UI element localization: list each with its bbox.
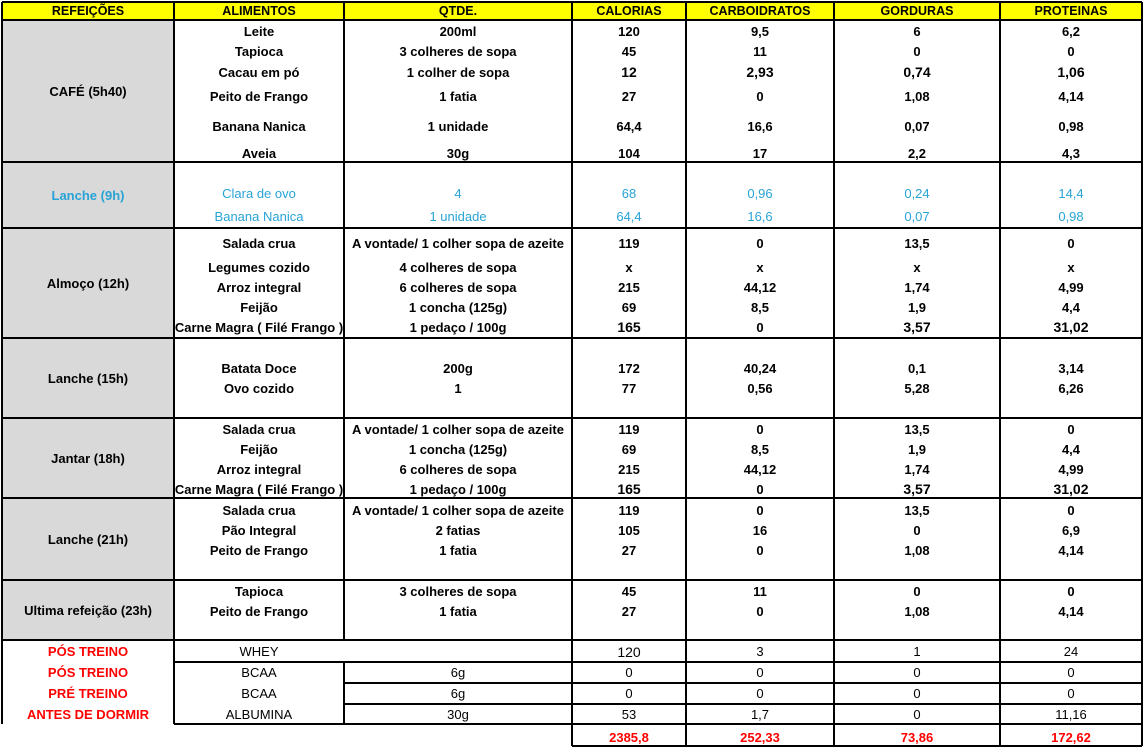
calories-value: 172 <box>618 360 640 376</box>
fats-value: 13,5 <box>904 502 930 518</box>
protein-value: 6,2 <box>1061 23 1081 39</box>
food-name: Leite <box>243 23 275 39</box>
food-name: Feijão <box>240 441 278 457</box>
calories-value: 119 <box>618 502 640 518</box>
carbs-value: 1,7 <box>750 706 770 722</box>
protein-value: 6,9 <box>1061 522 1081 538</box>
fats-value: 13,5 <box>904 421 930 437</box>
carbs-value: x <box>756 259 764 275</box>
fats-value: 1,9 <box>907 441 927 457</box>
grid-line <box>999 724 1001 746</box>
protein-value: 0 <box>1067 421 1075 437</box>
quantity: 1 fatia <box>439 542 477 558</box>
protein-value: 4,99 <box>1058 279 1084 295</box>
calories-value: 165 <box>617 481 641 497</box>
carbs-value: 0 <box>756 235 764 251</box>
header-cell: GORDURAS <box>834 2 1000 20</box>
header-cell: QTDE. <box>344 2 572 20</box>
food-name: Carne Magra ( Filé Frango ) <box>174 319 344 335</box>
food-name: Arroz integral <box>216 279 302 295</box>
carbs-value: 44,12 <box>743 461 777 477</box>
header-cell: PROTEINAS <box>1000 2 1142 20</box>
calories-value: 27 <box>621 542 637 558</box>
protein-value: 4,14 <box>1058 88 1084 104</box>
carbs-value: 9,5 <box>750 23 770 39</box>
carbs-value: 0 <box>756 421 764 437</box>
supplement-timing: PRÉ TREINO <box>48 686 128 701</box>
meal-name: Jantar (18h) <box>2 418 174 498</box>
fats-value: 0 <box>913 686 921 701</box>
calories-value: 0 <box>625 686 633 701</box>
grid-line <box>173 2 175 724</box>
quantity: 1 pedaço / 100g <box>409 481 507 497</box>
quantity: 6 colheres de sopa <box>399 461 517 477</box>
fats-value: x <box>913 259 921 275</box>
carbs-value: 11 <box>753 43 767 59</box>
fats-value: 0 <box>913 43 921 59</box>
calories-value: 119 <box>618 235 640 251</box>
carbs-value: 0 <box>756 481 764 497</box>
food-name: Salada crua <box>222 421 296 437</box>
fats-value: 3,57 <box>903 481 931 497</box>
food-name: Pão Integral <box>221 522 297 538</box>
quantity: A vontade/ 1 colher sopa de azeite <box>352 235 564 251</box>
protein-value: 14,4 <box>1058 185 1084 201</box>
carbs-value: 16 <box>752 522 768 538</box>
carbs-value: 8,5 <box>750 441 770 457</box>
fats-value: 6 <box>913 23 921 39</box>
protein-value: 1,06 <box>1057 64 1085 80</box>
fats-value: 0 <box>913 665 921 680</box>
quantity: 1 fatia <box>439 603 477 619</box>
protein-value: 0 <box>1067 502 1075 518</box>
protein-value: 31,02 <box>1053 319 1089 335</box>
food-name: Clara de ovo <box>222 185 296 201</box>
carbs-value: 0 <box>756 319 764 335</box>
protein-value: 3,14 <box>1058 360 1084 376</box>
supplement-name: BCAA <box>241 686 277 701</box>
calories-value: 215 <box>618 279 640 295</box>
protein-value: 4,4 <box>1061 441 1081 457</box>
protein-value: 0,98 <box>1058 208 1084 224</box>
protein-value: 31,02 <box>1053 481 1089 497</box>
fats-value: 1,08 <box>904 542 930 558</box>
grid-line <box>343 662 345 724</box>
fats-value: 0,24 <box>904 185 930 201</box>
quantity: 1 pedaço / 100g <box>409 319 507 335</box>
fats-value: 1,74 <box>904 279 930 295</box>
quantity: 6 colheres de sopa <box>399 279 517 295</box>
quantity: 1 unidade <box>429 208 487 224</box>
quantity: 1 unidade <box>427 118 489 134</box>
quantity: A vontade/ 1 colher sopa de azeite <box>352 421 564 437</box>
calories-value: x <box>625 259 633 275</box>
food-name: Legumes cozido <box>208 259 310 275</box>
supplement-name: ALBUMINA <box>225 706 293 722</box>
fats-value: 0 <box>913 522 921 538</box>
header-cell: REFEIÇÕES <box>2 2 174 20</box>
grid-line <box>1 2 3 724</box>
calories-value: 64,4 <box>616 118 642 134</box>
grid-line <box>572 745 1142 747</box>
protein-value: 0 <box>1067 43 1075 59</box>
meal-name: Ultima refeição (23h) <box>2 580 174 640</box>
fats-value: 1,74 <box>904 461 930 477</box>
carbs-value: 17 <box>752 145 768 161</box>
carbs-value: 40,24 <box>743 360 777 376</box>
food-name: Peito de Frango <box>209 603 309 619</box>
meal-name: CAFÉ (5h40) <box>2 20 174 162</box>
quantity: 4 <box>454 185 462 201</box>
carbs-value: 16,6 <box>747 208 773 224</box>
fats-value: 2,2 <box>907 145 927 161</box>
calories-value: 69 <box>621 441 637 457</box>
fats-value: 1,08 <box>904 88 930 104</box>
fats-value: 0,07 <box>904 208 930 224</box>
protein-value: 0 <box>1067 686 1075 701</box>
grid-line <box>344 682 1142 684</box>
protein-value: 11,16 <box>1055 706 1087 722</box>
protein-value: 4,14 <box>1058 542 1084 558</box>
calories-value: 12 <box>621 64 637 80</box>
calories-value: 45 <box>621 43 637 59</box>
quantity: A vontade/ 1 colher sopa de azeite <box>352 502 564 518</box>
calories-value: 45 <box>621 583 637 599</box>
carbs-value: 16,6 <box>747 118 773 134</box>
calories-value: 119 <box>618 421 640 437</box>
food-name: Peito de Frango <box>209 88 309 104</box>
food-name: Salada crua <box>222 502 296 518</box>
food-name: Tapioca <box>234 43 284 59</box>
fats-value: 1 <box>913 644 921 659</box>
fats-value: 0,74 <box>903 64 931 80</box>
quantity: 200g <box>443 360 473 376</box>
fats-value: 3,57 <box>903 319 931 335</box>
calories-value: 104 <box>618 145 640 161</box>
calories-value: 53 <box>621 706 637 722</box>
carbs-value: 0,56 <box>747 380 773 396</box>
food-name: Peito de Frango <box>209 542 309 558</box>
carbs-value: 11 <box>753 583 767 599</box>
food-name: Banana Nanica <box>214 208 304 224</box>
quantity: 1 fatia <box>439 88 477 104</box>
meal-name: Lanche (21h) <box>2 498 174 580</box>
carbs-value: 0 <box>756 88 764 104</box>
quantity: 1 concha (125g) <box>408 441 508 457</box>
carbs-value: 0 <box>756 542 764 558</box>
protein-value: 0 <box>1067 665 1075 680</box>
grid-line <box>1141 724 1143 746</box>
carbs-value: 0 <box>756 665 764 680</box>
calories-value: 77 <box>621 380 637 396</box>
grid-line <box>571 2 573 724</box>
quantity: 1 <box>454 380 462 396</box>
header-cell: CARBOIDRATOS <box>686 2 834 20</box>
carbs-value: 8,5 <box>750 299 770 315</box>
fats-value: 1,9 <box>907 299 927 315</box>
food-name: Feijão <box>240 299 278 315</box>
fats-value: 5,28 <box>904 380 930 396</box>
food-name: Salada crua <box>222 235 296 251</box>
meal-name: Lanche (15h) <box>2 338 174 418</box>
protein-value: 0 <box>1067 583 1075 599</box>
protein-value: 4,3 <box>1061 145 1081 161</box>
protein-value: 6,26 <box>1058 380 1084 396</box>
food-name: Cacau em pó <box>218 64 300 80</box>
quantity: 1 concha (125g) <box>408 299 508 315</box>
supplement-timing: PÓS TREINO <box>47 665 129 680</box>
protein-value: x <box>1067 259 1075 275</box>
calories-value: 68 <box>621 185 637 201</box>
quantity: 30g <box>446 145 470 161</box>
food-name: Arroz integral <box>216 461 302 477</box>
grid-line <box>833 2 835 724</box>
food-name: Aveia <box>241 145 277 161</box>
food-name: Batata Doce <box>221 360 297 376</box>
supplement-timing: ANTES DE DORMIR <box>26 706 150 722</box>
calories-value: 27 <box>621 88 637 104</box>
fats-value: 1,08 <box>904 603 930 619</box>
total-carbs: 252,33 <box>740 729 780 745</box>
food-name: Tapioca <box>234 583 284 599</box>
header-cell: CALORIAS <box>572 2 686 20</box>
calories-value: 120 <box>618 23 640 39</box>
quantity: 6g <box>450 665 466 680</box>
total-protein: 172,62 <box>1051 729 1091 745</box>
carbs-value: 44,12 <box>743 279 777 295</box>
calories-value: 27 <box>621 603 637 619</box>
food-name: Carne Magra ( Filé Frango ) <box>174 481 344 497</box>
supplement-name: BCAA <box>241 665 277 680</box>
meal-name: Almoço (12h) <box>2 228 174 338</box>
grid-line <box>999 2 1001 724</box>
protein-value: 4,14 <box>1058 603 1084 619</box>
protein-value: 4,4 <box>1061 299 1081 315</box>
grid-line <box>344 703 1142 705</box>
quantity: 3 colheres de sopa <box>399 43 517 59</box>
header-cell: ALIMENTOS <box>174 2 344 20</box>
carbs-value: 0 <box>756 603 764 619</box>
grid-line <box>685 2 687 724</box>
calories-value: 64,4 <box>616 208 642 224</box>
grid-line <box>1141 2 1143 724</box>
fats-value: 0 <box>913 706 921 722</box>
meal-name: Lanche (9h) <box>2 162 174 228</box>
quantity: 2 fatias <box>435 522 481 538</box>
quantity: 6g <box>450 686 466 701</box>
calories-value: 69 <box>621 299 637 315</box>
carbs-value: 3 <box>756 644 764 659</box>
grid-line <box>174 723 1142 725</box>
protein-value: 0 <box>1067 235 1075 251</box>
quantity: 200ml <box>439 23 477 39</box>
quantity: 30g <box>447 706 469 722</box>
quantity: 3 colheres de sopa <box>399 583 517 599</box>
food-name: Ovo cozido <box>223 380 295 396</box>
grid-line <box>174 661 1142 663</box>
grid-line <box>571 724 573 746</box>
calories-value: 0 <box>625 665 633 680</box>
carbs-value: 2,93 <box>746 64 774 80</box>
fats-value: 0,07 <box>904 118 930 134</box>
fats-value: 0 <box>913 583 921 599</box>
fats-value: 0,1 <box>907 360 927 376</box>
carbs-value: 0 <box>756 502 764 518</box>
grid-line <box>833 724 835 746</box>
carbs-value: 0 <box>756 686 764 701</box>
supplement-name: WHEY <box>239 644 279 659</box>
grid-line <box>343 2 345 641</box>
quantity <box>344 641 572 662</box>
protein-value: 0,98 <box>1058 118 1084 134</box>
quantity: 1 colher de sopa <box>406 64 510 80</box>
protein-value: 4,99 <box>1058 461 1084 477</box>
calories-value: 105 <box>618 522 640 538</box>
quantity: 4 colheres de sopa <box>399 259 517 275</box>
supplement-timing: PÓS TREINO <box>47 644 129 659</box>
calories-value: 120 <box>617 643 641 660</box>
calories-value: 215 <box>618 461 640 477</box>
food-name: Banana Nanica <box>212 118 306 134</box>
total-fats: 73,86 <box>900 729 934 745</box>
fats-value: 13,5 <box>904 235 930 251</box>
calories-value: 165 <box>617 319 641 335</box>
grid-line <box>685 724 687 746</box>
protein-value: 24 <box>1063 644 1079 659</box>
carbs-value: 0,96 <box>747 185 773 201</box>
total-calories: 2385,8 <box>609 729 649 745</box>
